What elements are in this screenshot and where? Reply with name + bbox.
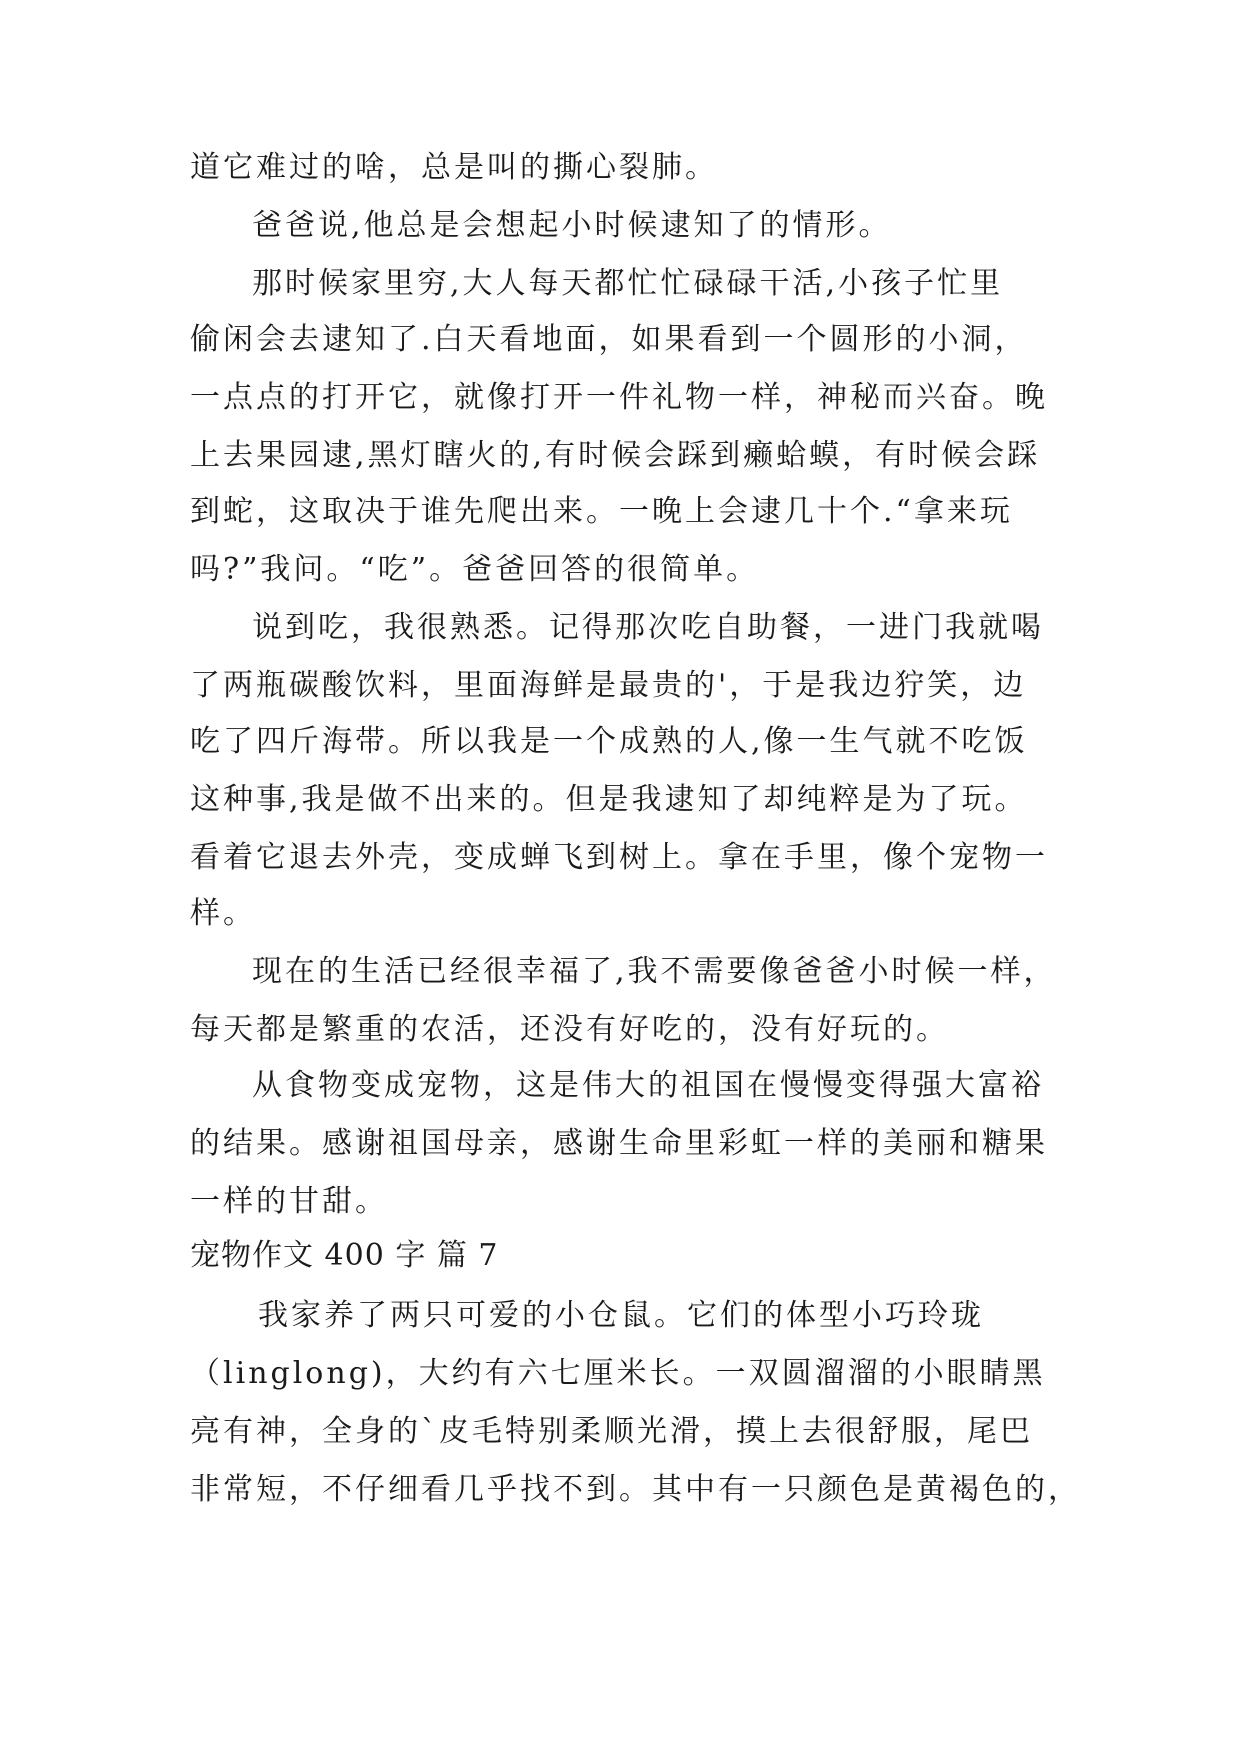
text-line: 样。: [190, 896, 256, 931]
text-line: 吃了四斤海带。所以我是一个成熟的人,像一生气就不吃饭: [190, 724, 1028, 759]
text-line: 一样的甘甜。: [190, 1184, 388, 1219]
text-line: 偷闲会去逮知了.白天看地面，如果看到一个圆形的小洞，: [190, 322, 1028, 357]
text-line: 吗?”我问。“吃”。爸爸回答的很简单。: [190, 552, 760, 587]
text-line: 说到吃，我很熟悉。记得那次吃自助餐，一进门我就喝: [252, 610, 1044, 645]
text-line: 这种事,我是做不出来的。但是我逮知了却纯粹是为了玩。: [190, 782, 1028, 817]
text-line: （linglong)，大约有六七厘米长。一双圆溜溜的小眼睛黑: [190, 1356, 1046, 1391]
text-line: 每天都是繁重的农活，还没有好吃的，没有好玩的。: [190, 1012, 949, 1047]
text-line: 一点点的打开它，就像打开一件礼物一样，神秘而兴奋。晚: [190, 380, 1048, 415]
text-line: 上去果园逮,黑灯瞎火的,有时候会踩到癞蛤蟆，有时候会踩: [190, 438, 1041, 473]
text-line: 亮有神，全身的`皮毛特别柔顺光滑，摸上去很舒服，尾巴: [190, 1414, 1033, 1449]
section-heading: 宠物作文 400 字 篇 7: [190, 1238, 499, 1273]
text-line: 道它难过的啥，总是叫的撕心裂肺。: [190, 150, 718, 185]
text-line: 看着它退去外壳，变成蝉飞到树上。拿在手里，像个宠物一: [190, 840, 1048, 875]
text-line: 我家养了两只可爱的小仓鼠。它们的体型小巧玲珑: [258, 1298, 984, 1333]
text-line: 那时候家里穷,大人每天都忙忙碌碌干活,小孩子忙里: [252, 266, 1004, 301]
text-line: 非常短，不仔细看几乎找不到。其中有一只颜色是黄褐色的，: [190, 1472, 1081, 1507]
text-line: 的结果。感谢祖国母亲，感谢生命里彩虹一样的美丽和糖果: [190, 1126, 1048, 1161]
text-line: 现在的生活已经很幸福了,我不需要像爸爸小时候一样，: [252, 954, 1057, 989]
text-line: 从食物变成宠物，这是伟大的祖国在慢慢变得强大富裕: [252, 1068, 1044, 1103]
text-line: 到蛇，这取决于谁先爬出来。一晚上会逮几十个.“拿来玩: [190, 494, 1013, 529]
text-line: 爸爸说,他总是会想起小时候逮知了的情形。: [252, 208, 892, 243]
text-line: 了两瓶碳酸饮料，里面海鲜是最贵的'，于是我边狞笑，边: [190, 668, 1027, 703]
